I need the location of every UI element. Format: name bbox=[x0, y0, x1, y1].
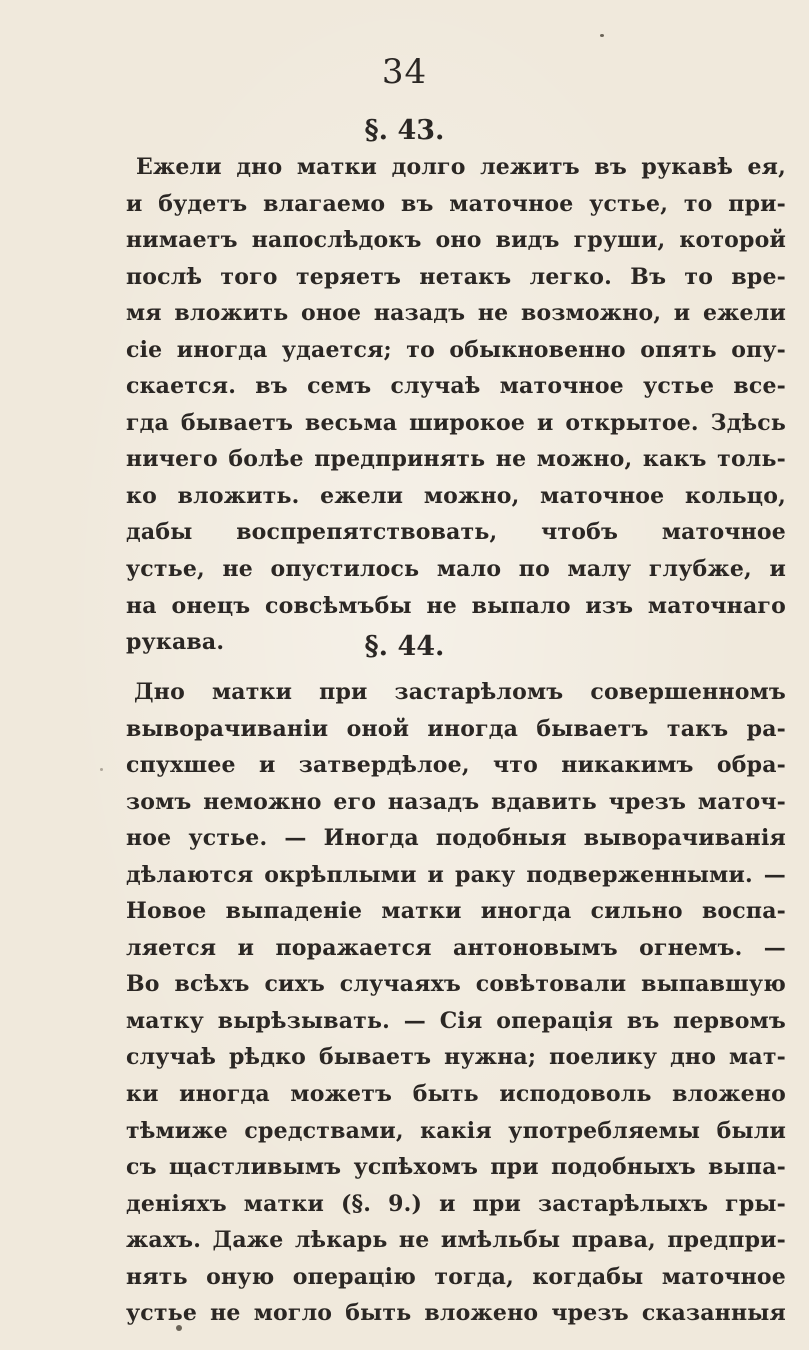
paragraph bbox=[126, 149, 786, 661]
text-line: Дно матки при застарѣломъ совершенномъ bbox=[134, 679, 786, 705]
text-line: ное устье. — Иногда подобныя выворачиванія bbox=[126, 825, 786, 852]
text-line: ки иногда можетъ быть исподоволь вложено bbox=[126, 1081, 786, 1108]
text-line: устье не могло быть вложено чрезъ сказанныя bbox=[126, 1300, 786, 1327]
section-heading: §. 43. bbox=[364, 115, 445, 146]
text-line: Ежели дно матки долго лежитъ въ рукавѣ ея, bbox=[136, 154, 786, 180]
text-line: сіе иногда удается; то обыкновенно опять опу- bbox=[126, 336, 786, 363]
text-line: выворачиваніи оной иногда бываетъ такъ ра- bbox=[126, 715, 786, 742]
text-line: нять оную операцію тогда, когдабы маточное bbox=[126, 1263, 786, 1290]
text-line: и будетъ влагаемо въ маточное устье, то при- bbox=[126, 190, 786, 217]
text-line: Во всѣхъ сихъ случаяхъ совѣтовали выпавшую bbox=[126, 971, 786, 998]
page-number: 34 bbox=[381, 52, 428, 92]
text-line: на онецъ совсѣмъбы не выпало изъ маточнаго bbox=[126, 592, 786, 619]
text-line: устье, не опустилось мало по малу глубже, и bbox=[126, 556, 786, 583]
text-line: гда бываетъ весьма широкое и открытое. Здѣсь bbox=[126, 409, 786, 436]
text-line: тѣмиже средствами, какія употребляемы были bbox=[126, 1117, 786, 1144]
text-line: Новое выпаденіе матки иногда сильно воспа- bbox=[126, 898, 786, 925]
paper-speck bbox=[600, 34, 604, 37]
text-line: ничего болѣе предпринять не можно, какъ толь- bbox=[126, 446, 786, 473]
text-line: скается. въ семъ случаѣ маточное устье все- bbox=[126, 373, 786, 400]
text-line: случаѣ рѣдко бываетъ нужна; поелику дно мат- bbox=[126, 1044, 786, 1071]
text-line: ко вложить. ежели можно, маточное кольцо, bbox=[126, 482, 786, 509]
text-line: рукава. bbox=[126, 629, 225, 656]
text-line: съ щастливымъ успѣхомъ при подобныхъ выпа- bbox=[126, 1154, 786, 1181]
text-line: мя вложить оное назадъ не возможно, и ежели bbox=[126, 300, 786, 327]
text-line: послѣ того теряетъ нетакъ легко. Въ то вре- bbox=[126, 263, 786, 290]
text-line: зомъ неможно его назадъ вдавить чрезъ маточ- bbox=[126, 788, 786, 815]
text-line: матку вырѣзывать. — Сія операція въ первомъ bbox=[126, 1007, 786, 1034]
text-line: спухшее и затвердѣлое, что никакимъ обра- bbox=[126, 752, 786, 779]
text-line: жахъ. Даже лѣкарь не имѣльбы права, предпри- bbox=[126, 1227, 786, 1254]
paper-speck bbox=[100, 768, 103, 771]
text-line: ляется и поражается антоновымъ огнемъ. — bbox=[126, 934, 786, 961]
paragraph bbox=[126, 674, 786, 1332]
text-line: дѣлаются окрѣплыми и раку подверженными. — bbox=[126, 861, 786, 888]
text-line: деніяхъ матки (§. 9.) и при застарѣлыхъ гры- bbox=[126, 1190, 786, 1217]
text-line: дабы воспрепятствовать, чтобъ маточное bbox=[126, 519, 786, 546]
text-line: нимаетъ напослѣдокъ оно видъ груши, которой bbox=[126, 227, 786, 254]
section-heading: §. 44. bbox=[364, 631, 445, 662]
